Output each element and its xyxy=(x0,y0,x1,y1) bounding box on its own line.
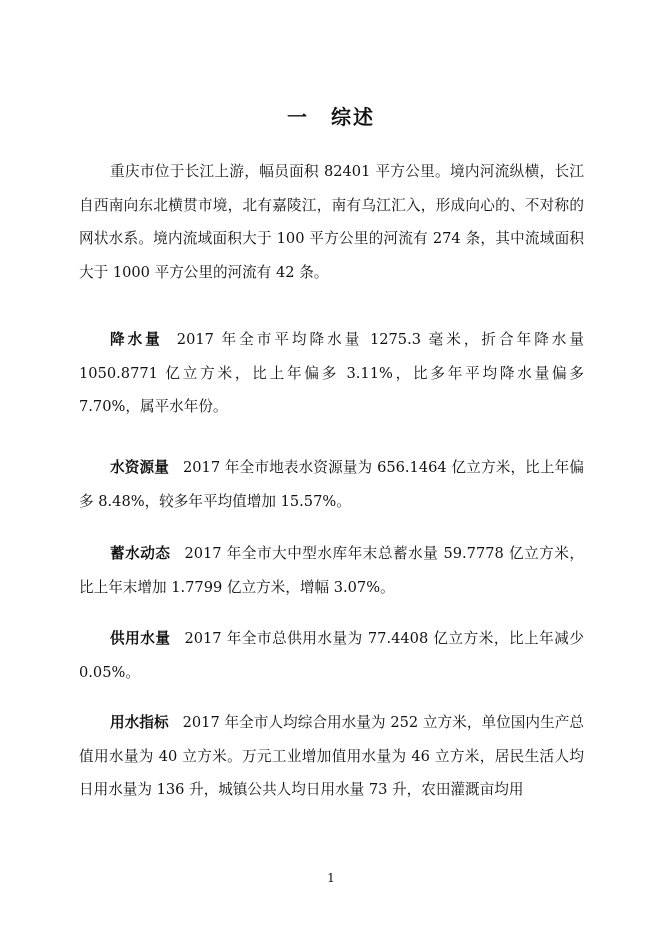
section-title-text: 综述 xyxy=(331,105,375,129)
section-number: 一 xyxy=(287,105,309,129)
paragraph-text: 2017 年全市平均降水量 1275.3 毫米，折合年降水量 1050.8771 亿立方米，比上年偏多 3.11%，比多年平均降水量偏多 7.70%，属平水年份。 xyxy=(79,331,584,415)
paragraph-use-indicators xyxy=(79,706,584,807)
section-title xyxy=(0,101,662,130)
paragraph-keyword: 供用水量 xyxy=(110,630,171,647)
paragraph-text: 2017 年全市人均综合用水量为 252 立方米，单位国内生产总值用水量为 40 立方米。万元工业增加值用水量为 46 立方米，居民生活人均日用水量为 136 升，城镇公共人均日用水量 73 升，农田灌溉亩均用 xyxy=(79,714,584,798)
paragraph-precipitation xyxy=(79,323,584,424)
paragraph-keyword: 降水量 xyxy=(110,331,163,348)
paragraph-overview xyxy=(79,155,584,289)
paragraph-supply-use xyxy=(79,622,584,689)
paragraph-keyword: 用水指标 xyxy=(110,714,169,731)
paragraph-storage xyxy=(79,537,584,604)
paragraph-keyword: 蓄水动态 xyxy=(110,545,171,562)
paragraph-text: 2017 年全市地表水资源量为 656.1464 亿立方米，比上年偏多 8.48%，较多年平均值增加 15.57%。 xyxy=(79,459,584,510)
page-number: 1 xyxy=(327,871,335,885)
paragraph-text: 2017 年全市大中型水库年末总蓄水量 59.7778 亿立方米，比上年末增加 1.7799 亿立方米，增幅 3.07%。 xyxy=(79,545,584,596)
paragraph-water-resources xyxy=(79,451,584,518)
paragraph-text: 重庆市位于长江上游，幅员面积 82401 平方公里。境内河流纵横，长江自西南向东北横贯市境，北有嘉陵江，南有乌江汇入，形成向心的、不对称的网状水系。境内流域面积大于 100 平方公里的河流有 274 条，其中流域面积大于 1000 平方公里的河流有 42 条。 xyxy=(79,163,584,281)
paragraph-text: 2017 年全市总供用水量为 77.4408 亿立方米，比上年减少 0.05%。 xyxy=(79,630,584,681)
paragraph-keyword: 水资源量 xyxy=(110,459,169,476)
